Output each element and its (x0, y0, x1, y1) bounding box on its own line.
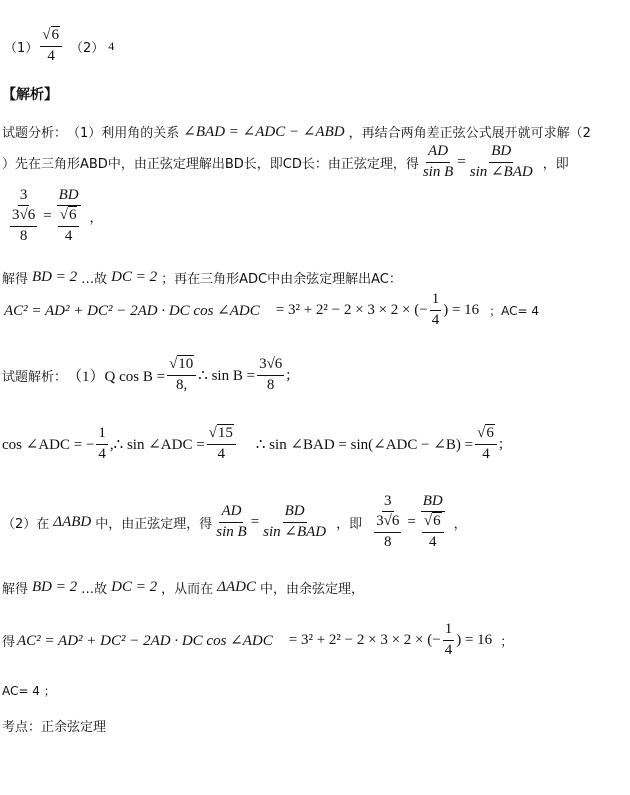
part2-compound-right-radicand: 6 (433, 513, 441, 530)
part2-sine-right-num: BD (283, 503, 307, 522)
part2-that-is: ，即 (336, 516, 363, 532)
cosine-law-text: 中，由余弦定理， (259, 581, 364, 597)
cosine-law-2: AC² = AD² + DC² − 2AD · DC cos ∠ADC (17, 632, 273, 649)
sinb-fraction (257, 356, 284, 394)
solution-label: 试题解析： (2, 369, 68, 385)
sine-ratio-left (421, 143, 455, 181)
part2-compound-left-inner-num: 3√6 (374, 513, 401, 532)
analysis-line-3: $\frac{3}{\frac{3√6}{8}}$ = $\frac{BD}{\frac{√6}{4}}$ ， (4, 184, 102, 248)
sinb-num: 3√6 (257, 356, 284, 375)
analysis-step2-tail: ，即 (542, 156, 569, 172)
analysis-step1-tail: ，再结合两角差正弦公式展开就可求解（2 (348, 125, 591, 141)
bd-equation-2: BD = 2 (32, 578, 78, 595)
compound-left-num: 3 (18, 187, 30, 206)
analysis-line-4 (2, 266, 402, 288)
analysis-heading: 【解析】 (2, 87, 58, 103)
part2-sine-left (214, 503, 248, 541)
part2-sine-left-den: sin B (216, 523, 247, 540)
get-text: 得 (2, 634, 16, 650)
sinadc-den: 4 (217, 445, 226, 462)
part2-compound-left-num: 3 (382, 493, 394, 512)
part2-comma: ， (453, 516, 467, 532)
cosine-calc-fraction (430, 291, 442, 329)
solution-line-3: （2）在 ΔABD 中，由正弦定理，得 $\frac{AD}{\text{sin B}}$ = $\frac{BD}{\text{sin ∠BAD}}$ ，即 $\frac{3}{\frac{3√6}{8}}$ = $\frac{BD}{\frac{√6}{4}}$ ， (2, 493, 467, 550)
compound-left-inner-num: 3√6 (10, 207, 37, 226)
angle-relation: ∠BAD = ∠ADC − ∠ABD (183, 123, 345, 140)
cosine-calc-den: 4 (431, 311, 440, 328)
sinadc-expr: ,∴ sin ∠ADC = (109, 436, 205, 453)
sinadc-radicand: 15 (217, 425, 233, 442)
final-answer: AC= 4 ； (2, 684, 56, 698)
ac-result: ；AC= 4 (489, 303, 540, 318)
analysis-step2-text: ）先在三角形ABD中，由正弦定理解出BD长，即CD长：由正弦定理，得 (2, 156, 419, 172)
part2-compound-right-inner-den: 4 (428, 533, 437, 550)
answer-line (4, 28, 114, 64)
cosb-expr: （1）Q cos B = (67, 368, 166, 385)
solution-line-2 (2, 422, 503, 466)
part2-text: 中，由正弦定理，得 (95, 516, 213, 532)
cosine-law: AC² = AD² + DC² − 2AD · DC cos ∠ADC (4, 302, 260, 319)
answer-part1-denominator: 4 (47, 47, 55, 64)
cosadc-fraction (96, 425, 108, 463)
sinb-expr: ∴ sin B = (198, 367, 256, 384)
part2-compound-left-inner-den: 8 (384, 533, 392, 550)
solution-line-5 (2, 620, 513, 660)
part2-compound-left (370, 493, 405, 551)
part2-sine-left-num: AD (219, 503, 243, 522)
part2-sine-right (261, 503, 328, 541)
part2-compound-right-num: BD (421, 493, 445, 512)
compound-left-inner-den: 8 (19, 227, 28, 244)
cosb-radicand: 10 (178, 356, 194, 373)
sinbad-fraction: $\frac{√6}{4}$ (475, 425, 497, 463)
thus-in-text: ，从而在 (161, 581, 214, 597)
part2-sine-right-den: sin ∠BAD (263, 523, 327, 540)
part2-compound-right: $\frac{BD}{\frac{√6}{4}}$ (422, 493, 443, 550)
compound-right-num: BD (57, 187, 81, 206)
cosine-calc-end: ) = 16 (443, 301, 480, 318)
therefore-text: …故 (81, 271, 108, 287)
answer-part1-fraction: $\frac{√6}{4}$ (40, 27, 62, 65)
cosine-calc-fraction-2 (443, 621, 455, 659)
cosadc-expr: cos ∠ADC = − (2, 436, 95, 453)
solve-text: 解得 (2, 271, 29, 287)
cosb-den: 8, (176, 376, 188, 393)
analysis-step3-tail: ；再在三角形ADC中由余弦定理解出AC： (161, 271, 402, 287)
cosine-calc-den-2: 4 (444, 641, 453, 658)
cosadc-num: 1 (96, 425, 108, 444)
knowledge-point: 考点：正余弦定理 (2, 720, 107, 735)
answer-part1-label: （1） (4, 40, 39, 56)
analysis-label: 试题分析： (2, 125, 68, 141)
sinadc-fraction: $\frac{√15}{4}$ (207, 425, 236, 463)
solution-line2-end: ; (498, 435, 504, 452)
bd-equation: BD = 2 (32, 268, 78, 285)
solve-text-2: 解得 (2, 581, 29, 597)
analysis-line-1 (2, 120, 591, 142)
cosine-calc-start: = 3² + 2² − 2 × 3 × 2 × (− (275, 301, 428, 318)
triangle-abd: ΔABD (53, 513, 92, 530)
sinbad-expr: ∴ sin ∠BAD = sin(∠ADC − ∠B) = (255, 436, 474, 453)
sine-ratio-left-num: AD (426, 143, 450, 162)
therefore-text-2: …故 (81, 581, 108, 597)
solution-line-1 (2, 355, 290, 395)
answer-part1-radicand: 6 (51, 27, 60, 44)
cosine-calc-start-2: = 3² + 2² − 2 × 3 × 2 × (− (288, 631, 441, 648)
solution-line-4 (2, 576, 364, 598)
compound-fraction-left (6, 187, 41, 245)
solution-line5-end: ； (500, 634, 514, 650)
answer-part2-label: （2） (70, 40, 105, 56)
cosadc-den: 4 (98, 445, 106, 462)
compound-right-radicand: 6 (68, 207, 77, 224)
part2-label: （2）在 (2, 516, 50, 532)
analysis-line-5 (4, 290, 539, 330)
dc-equation: DC = 2 (111, 268, 158, 285)
compound-fraction-right: $\frac{BD}{\frac{√6}{4}}$ (58, 187, 79, 244)
sinbad-radicand: 6 (486, 425, 494, 442)
sinbad-den: 4 (482, 445, 490, 462)
answer-part2-value: 4 (108, 38, 115, 53)
sine-ratio-right-num: BD (489, 143, 513, 162)
sine-ratio-right (468, 143, 535, 181)
dc-equation-2: DC = 2 (111, 578, 158, 595)
sine-ratio-left-den: sin B (422, 163, 454, 180)
cosine-calc-end-2: ) = 16 (456, 631, 493, 648)
cosine-calc-num-2: 1 (443, 621, 455, 640)
compound-right-inner-den: 4 (64, 227, 73, 244)
sinb-den: 8 (266, 376, 275, 393)
cosb-fraction: $\frac{√10}{8,}$ (167, 356, 196, 394)
analysis-line3-comma: ， (89, 210, 103, 226)
analysis-line-2: ）先在三角形ABD中，由正弦定理解出BD长，即CD长：由正弦定理，得 $\frac{AD}{\text{sin B}}$ = $\frac{BD}{\text{sin ∠BAD}}$ ，即 (2, 143, 569, 180)
solution-line1-end: ; (286, 366, 291, 383)
sine-ratio-right-den: sin ∠BAD (469, 163, 533, 180)
analysis-step1-text: （1）利用角的关系 (67, 125, 180, 141)
triangle-adc: ΔADC (217, 578, 256, 595)
cosine-calc-num: 1 (430, 291, 442, 310)
